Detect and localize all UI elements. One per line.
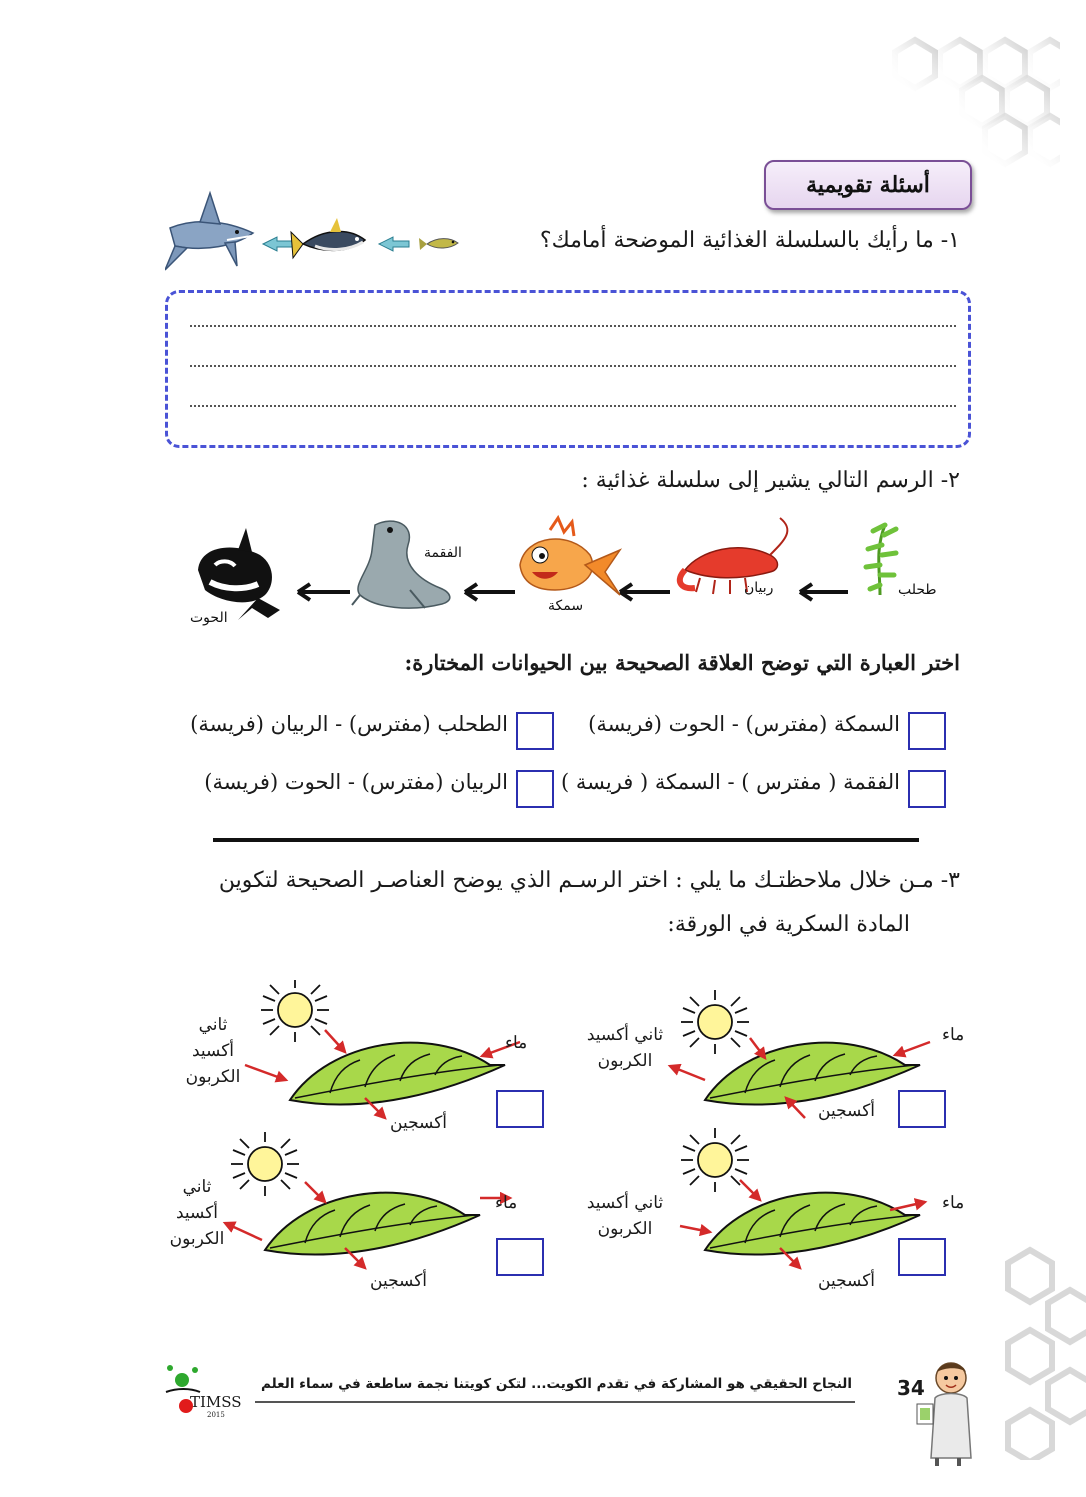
label-oxygen: أكسجين: [818, 1271, 876, 1291]
arrow-left-icon: [800, 584, 848, 600]
timss-logo-icon: [162, 1360, 202, 1420]
label-water: ماء: [942, 1193, 965, 1213]
label-co2: ثاني أكسيد الكربون: [169, 1177, 225, 1249]
timss-logo-text: TIMSS: [190, 1393, 242, 1411]
q1-answer-area[interactable]: [165, 290, 971, 448]
leaf-diagram-bottom-left: [225, 1132, 510, 1268]
student-mascot-icon: [915, 1358, 975, 1466]
choice-box-diagram-1[interactable]: [496, 1090, 544, 1128]
q3-question-line2: المادة السكرية في الورقة:: [667, 912, 910, 937]
arrow-left-icon: [263, 237, 293, 251]
label-fish: سمكة: [548, 598, 584, 614]
label-oxygen: أكسجين: [390, 1113, 448, 1133]
label-water: ماء: [505, 1033, 528, 1053]
option-2: الطحلب (مفترس) - الربيان (فريسة): [190, 712, 508, 736]
label-co2: ثاني أكسيد الكربون: [185, 1015, 241, 1087]
label-water: ماء: [942, 1025, 965, 1045]
choice-box-diagram-2[interactable]: [898, 1090, 946, 1128]
answer-line[interactable]: [190, 365, 956, 367]
leaf-diagrams: [150, 980, 950, 1300]
timss-logo-year: 2015: [207, 1411, 225, 1419]
small-fish-icon: [419, 238, 458, 250]
leaf-diagram-top-left: [245, 980, 520, 1118]
q2-question: ٢- الرسم التالي يشير إلى سلسلة غذائية :: [581, 468, 960, 493]
label-co2: ثاني أكسيد الكربون: [586, 1025, 664, 1071]
seal-icon: [352, 521, 450, 608]
q1-question: ١- ما رأيك بالسلسلة الغذائية الموضحة أمامك؟: [539, 228, 960, 253]
leaf-diagram-bottom-right: [680, 1128, 925, 1268]
page-number: 34: [897, 1376, 925, 1400]
choice-box-diagram-3[interactable]: [496, 1238, 544, 1276]
label-shrimp: ربيان: [744, 580, 774, 596]
choice-box-3[interactable]: [908, 770, 946, 808]
label-whale: الحوت: [190, 610, 228, 626]
q2-instruction: اختر العبارة التي توضح العلاقة الصحيحة بين الحيوانات المختارة:: [404, 650, 960, 675]
choice-box-1[interactable]: [908, 712, 946, 750]
choice-box-2[interactable]: [516, 712, 554, 750]
whale-icon: [198, 528, 280, 620]
arrow-left-icon: [379, 237, 409, 251]
leaf-diagram-top-right: [670, 990, 930, 1118]
q3-question-line1: ٣- مـن خلال ملاحظتـك ما يلي : اختر الرسـم الذي يوضح العناصـر الصحيحة لتكوين: [218, 868, 960, 893]
answer-line[interactable]: [190, 325, 956, 327]
label-oxygen: أكسجين: [370, 1271, 428, 1291]
tuna-icon: [291, 218, 365, 258]
fish-icon: [520, 518, 620, 595]
q1-food-chain-figure: [165, 188, 475, 278]
label-water: ماء: [495, 1193, 518, 1213]
label-oxygen: أكسجين: [818, 1101, 876, 1121]
choice-box-4[interactable]: [516, 770, 554, 808]
label-co2: ثاني أكسيد الكربون: [586, 1193, 664, 1239]
arrow-left-icon: [465, 584, 515, 600]
option-3: الفقمة ( مفترس ) - السمكة ( فريسة ): [560, 770, 900, 794]
choice-box-diagram-4[interactable]: [898, 1238, 946, 1276]
q2-food-chain-figure: [180, 510, 960, 635]
option-1: السمكة (مفترس) - الحوت (فريسة): [588, 712, 900, 736]
arrow-left-icon: [620, 584, 670, 600]
algae-icon: [866, 525, 896, 595]
section-title: أسئلة تقويمية: [764, 160, 972, 210]
answer-line[interactable]: [190, 405, 956, 407]
label-seal: الفقمة: [424, 545, 462, 561]
label-algae: طحلب: [898, 582, 937, 598]
shark-icon: [165, 193, 253, 270]
footer-slogan: النجاح الحقيقي هو المشاركة في تقدم الكويت... لتكن كويتنا نجمة ساطعة في سماء العلم: [261, 1376, 852, 1392]
arrow-left-icon: [298, 584, 350, 600]
section-divider: [213, 838, 919, 842]
option-4: الربيان (مفترس) - الحوت (فريسة): [204, 770, 508, 794]
footer-rule: [255, 1401, 855, 1403]
